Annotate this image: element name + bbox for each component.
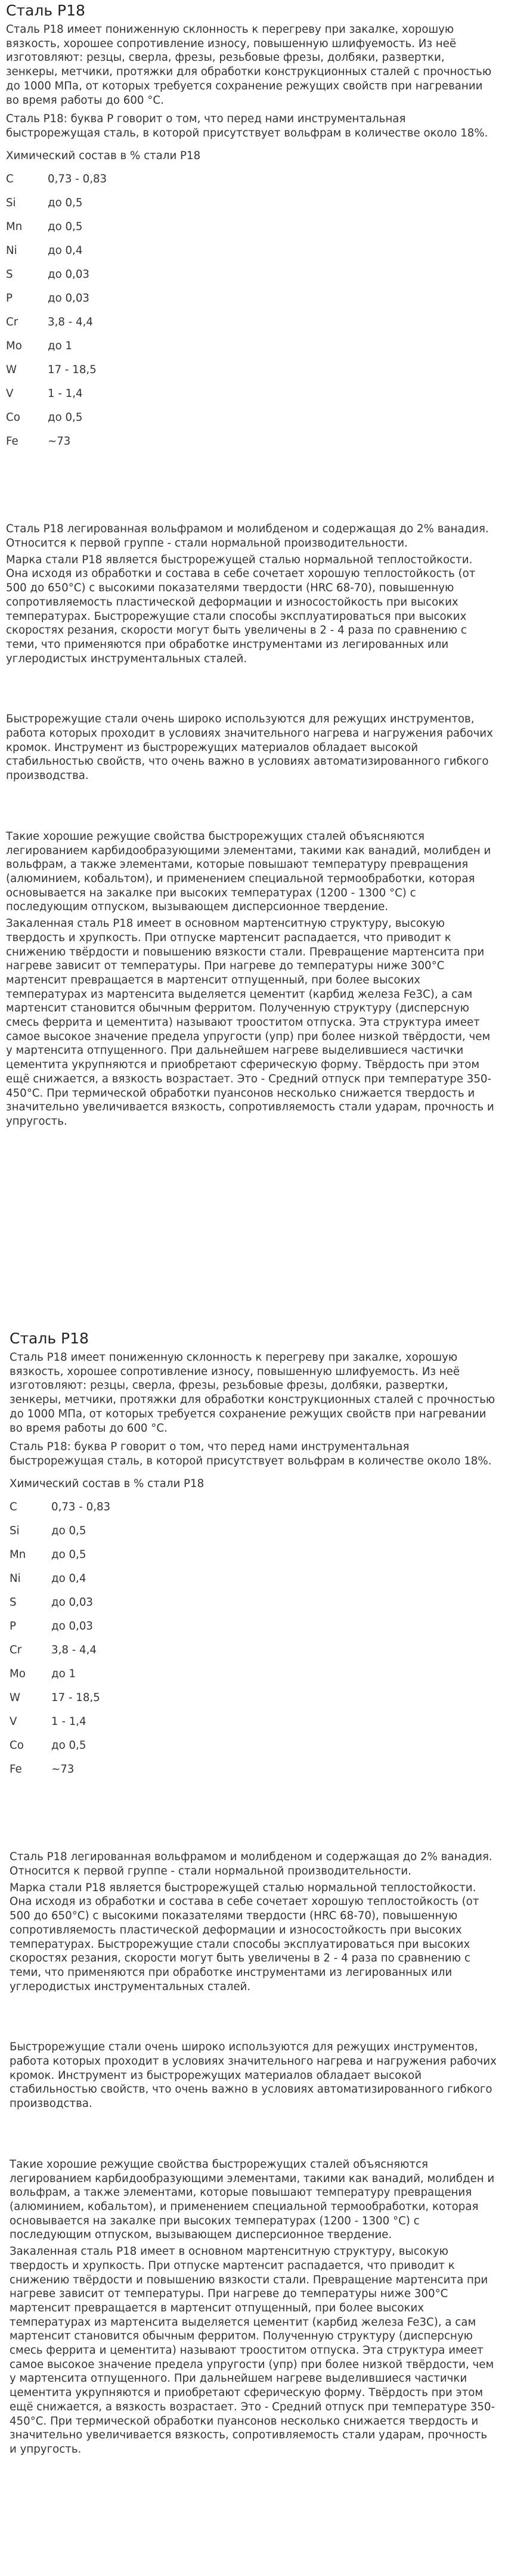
table-row (10, 1710, 110, 1734)
table-row (6, 239, 107, 263)
table-row (6, 334, 107, 358)
element-symbol: Ni (10, 1572, 21, 1585)
element-symbol: Fe (10, 1763, 22, 1776)
table-row (6, 430, 107, 454)
table-row (6, 311, 107, 334)
table-row (6, 406, 107, 430)
element-symbol: Cr (10, 1644, 22, 1657)
table-row (10, 1591, 110, 1615)
intro-paragraph: Сталь Р18 имеет пониженную склонность к перегреву при закалке, хорошую вязкость, хорошее сопротивление износу, повышенную шлифуемость. Из неё изготовляют: резцы, сверла, фрезы, резьбовые фрезы, долбяки, развертки, зенкеры, метчики, протяжки для обработки конструкционных сталей с прочностью до 1000 МПа, от которых требуется сохранение режущих свойств при нагревании во время работы до 600 °С. (10, 1351, 495, 1435)
chemical-composition-title: Химический состав в % стали Р18 (6, 149, 201, 162)
element-percent: до 0,5 (51, 1739, 86, 1752)
table-row (10, 1567, 110, 1591)
element-symbol: S (6, 268, 13, 281)
element-percent: 3,8 - 4,4 (51, 1644, 97, 1657)
element-percent: до 0,5 (48, 197, 83, 210)
chemical-composition-table (10, 1495, 110, 1782)
table-row (6, 167, 107, 191)
element-symbol: Mo (6, 340, 22, 353)
table-row (6, 191, 107, 215)
article-first (0, 0, 505, 1129)
letter-meaning-paragraph: Сталь Р18: буква Р говорит о том, что перед нами инструментальная быстрорежущая сталь, в которой присутствует вольфрам в количестве около 18%. (6, 113, 488, 139)
element-percent: до 0,03 (51, 1596, 93, 1609)
element-symbol: Si (6, 197, 16, 210)
table-row (10, 1615, 110, 1638)
grade-info-paragraph: Марка стали Р18 является быстрорежущей сталью нормальной теплостойкости. Она исходя из обработки и состава в себе сочетает хорошую теплостойкость (от 500 до 650°С) с высокими показателями твердости (HRC 68-70), повышенную сопротивляемость пластической деформации и износостойкость при высоких температурах. Быстрорежущие стали способы эксплуатироваться при высоких скоростях резания, скорости могут быть увеличены в 2 - 4 раза по сравнению с теми, что применяются при обработке инструментами из легированных или углеродистых инструментальных сталей. (6, 553, 476, 665)
element-percent: до 1 (48, 340, 73, 353)
table-row (10, 1686, 110, 1710)
element-symbol: Co (10, 1739, 24, 1752)
element-percent: 0,73 - 0,83 (48, 173, 107, 186)
element-percent: до 0,4 (51, 1572, 86, 1585)
table-row (10, 1495, 110, 1519)
properties-paragraph: Такие хорошие режущие свойства быстрорежущих сталей объясняются легированием карбидообразующими элементами, такими как ванадий, молибден и вольфрам, а также элементами, которые повышают температуру превращения (алюминием, кобальтом), и применением специальной термообработки, которая основывается на закалке при высоких температурах (1200 - 1300 °С) с последующим отпуском, вызывающем дисперсионное твердение. (10, 2158, 495, 2242)
heat-treatment-paragraph: Закаленная сталь Р18 имеет в основном мартенситную структуру, высокую твердость и хрупкость. При отпуске мартенсит распадается, что приводит к снижению твёрдости и повышению вязкости стали. Превращение мартенсита при нагреве зависит от температуры. При нагреве до температуры ниже 300°С мартенсит превращается в мартенсит отпущенный, при более высоких температурах из мартенсита выделяется цементит (карбид железа Fe3C), а сам мартенсит становится обычным ферритом. Полученную структуру (дисперсную смесь феррита и цементита) называют трооститом отпуска. Эта структура имеет самое высокое значение предела упругости (упр) при более низкой твёрдости, чем у мартенсита отпущенного. При дальнейшем нагреве выделившиеся частички цементита укрупняются и приобретают сферическую форму. Твёрдость при этом ещё снижается, а вязкость возрастает. Это - Средний отпуск при температуре 350-450°С. При термической обработки пуансонов несколько снижается твердость и значительно увеличивается вязкость, сопротивляемость стали ударам, прочность и упругость. (6, 917, 494, 1128)
article-second (0, 1329, 505, 2457)
table-row (6, 215, 107, 239)
element-percent: до 0,03 (48, 292, 89, 305)
usage-paragraph: Быстрорежущие стали очень широко используются для режущих инструментов, работа которых проходит в условиях значительного нагрева и нагружения рабочих кромок. Инструмент из быстрорежущих материалов обладает высокой стабильностью свойств, что очень важно в условиях автоматизированного гибкого производства. (10, 2041, 497, 2111)
element-symbol: Co (6, 411, 20, 424)
element-symbol: Si (10, 1525, 20, 1538)
element-symbol: Ni (6, 244, 17, 257)
alloying-paragraph: Сталь Р18 легированная вольфрамом и молибденом и содержащая до 2% ванадия. Относится к первой группе - стали нормальной производительности. (10, 1851, 492, 1878)
element-percent: ~73 (51, 1763, 75, 1776)
element-percent: до 1 (51, 1668, 76, 1681)
element-symbol: W (6, 364, 17, 377)
element-symbol: Mn (10, 1548, 26, 1562)
chemical-composition-table (6, 167, 107, 454)
table-row (10, 1543, 110, 1567)
heat-treatment-paragraph: Закаленная сталь Р18 имеет в основном мартенситную структуру, высокую твердость и хрупкость. При отпуске мартенсит распадается, что приводит к снижению твёрдости и повышению вязкости стали. Превращение мартенсита при нагреве зависит от температуры. При нагреве до температуры ниже 300°С мартенсит превращается в мартенсит отпущенный, при более высоких температурах из мартенсита выделяется цементит (карбид железа Fe3C), а сам мартенсит становится обычным ферритом. Полученную структуру (дисперсную смесь феррита и цементита) называют трооститом отпуска. Эта структура имеет самое высокое значение предела упругости (упр) при более низкой твёрдости, чем у мартенсита отпущенного. При дальнейшем нагреве выделившиеся частички цементита укрупняются и приобретают сферическую форму. Твёрдость при этом ещё снижается, а вязкость возрастает. Это - Средний отпуск при температуре 350-450°С. При термической обработки пуансонов несколько снижается твердость и значительно увеличивается вязкость, сопротивляемость стали ударам, прочность и упругость. (10, 2245, 495, 2456)
element-percent: 17 - 18,5 (51, 1692, 100, 1705)
element-symbol: Cr (6, 316, 18, 329)
article-title: Сталь Р18 (10, 1330, 89, 1347)
element-symbol: V (10, 1715, 17, 1728)
chemical-composition-title: Химический состав в % стали Р18 (10, 1477, 205, 1490)
element-percent: до 0,4 (48, 244, 83, 257)
letter-meaning-paragraph: Сталь Р18: буква Р говорит о том, что перед нами инструментальная быстрорежущая сталь, в которой присутствует вольфрам в количестве около 18%. (10, 1441, 492, 1467)
element-percent: до 0,03 (51, 1620, 93, 1633)
usage-paragraph: Быстрорежущие стали очень широко используются для режущих инструментов, работа которых проходит в условиях значительного нагрева и нагружения рабочих кромок. Инструмент из быстрорежущих материалов обладает высокой стабильностью свойств, что очень важно в условиях автоматизированного гибкого производства. (6, 713, 493, 783)
table-row (10, 1638, 110, 1662)
element-symbol: Fe (6, 435, 18, 448)
element-symbol: V (6, 387, 14, 401)
table-row (10, 1758, 110, 1782)
element-symbol: C (10, 1501, 17, 1514)
element-symbol: C (6, 173, 14, 186)
element-percent: до 0,5 (51, 1525, 86, 1538)
table-row (6, 287, 107, 311)
table-row (10, 1734, 110, 1758)
element-percent: до 0,5 (48, 221, 83, 234)
alloying-paragraph: Сталь Р18 легированная вольфрамом и молибденом и содержащая до 2% ванадия. Относится к первой группе - стали нормальной производительности. (6, 523, 489, 550)
table-row (10, 1662, 110, 1686)
element-percent: до 0,5 (48, 411, 83, 424)
element-percent: 17 - 18,5 (48, 364, 97, 377)
element-percent: до 0,03 (48, 268, 89, 281)
intro-paragraph: Сталь Р18 имеет пониженную склонность к перегреву при закалке, хорошую вязкость, хорошее сопротивление износу, повышенную шлифуемость. Из неё изготовляют: резцы, сверла, фрезы, резьбовые фрезы, долбяки, развертки, зенкеры, метчики, протяжки для обработки конструкционных сталей с прочностью до 1000 МПа, от которых требуется сохранение режущих свойств при нагревании во время работы до 600 °С. (6, 23, 492, 107)
table-row (10, 1519, 110, 1543)
element-symbol: P (6, 292, 13, 305)
properties-paragraph: Такие хорошие режущие свойства быстрорежущих сталей объясняются легированием карбидообразующими элементами, такими как ванадий, молибден и вольфрам, а также элементами, которые повышают температуру превращения (алюминием, кобальтом), и применением специальной термообработки, которая основывается на закалке при высоких температурах (1200 - 1300 °С) с последующим отпуском, вызывающем дисперсионное твердение. (6, 830, 491, 914)
grade-info-paragraph: Марка стали Р18 является быстрорежущей сталью нормальной теплостойкости. Она исходя из обработки и состава в себе сочетает хорошую теплостойкость (от 500 до 650°С) с высокими показателями твердости (HRC 68-70), повышенную сопротивляемость пластической деформации и износостойкость при высоких температурах. Быстрорежущие стали способы эксплуатироваться при высоких скоростях резания, скорости могут быть увеличены в 2 - 4 раза по сравнению с теми, что применяются при обработке инструментами из легированных или углеродистых инструментальных сталей. (10, 1881, 479, 1993)
element-percent: до 0,5 (51, 1548, 86, 1562)
element-percent: ~73 (48, 435, 71, 448)
element-symbol: W (10, 1692, 20, 1705)
element-symbol: Mn (6, 221, 23, 234)
element-symbol: Mo (10, 1668, 26, 1681)
table-row (6, 358, 107, 382)
element-symbol: S (10, 1596, 17, 1609)
table-row (6, 382, 107, 406)
element-symbol: P (10, 1620, 16, 1633)
element-percent: 1 - 1,4 (51, 1715, 86, 1728)
table-row (6, 263, 107, 287)
element-percent: 3,8 - 4,4 (48, 316, 93, 329)
element-percent: 1 - 1,4 (48, 387, 83, 401)
article-title: Сталь Р18 (6, 2, 85, 19)
element-percent: 0,73 - 0,83 (51, 1501, 111, 1514)
